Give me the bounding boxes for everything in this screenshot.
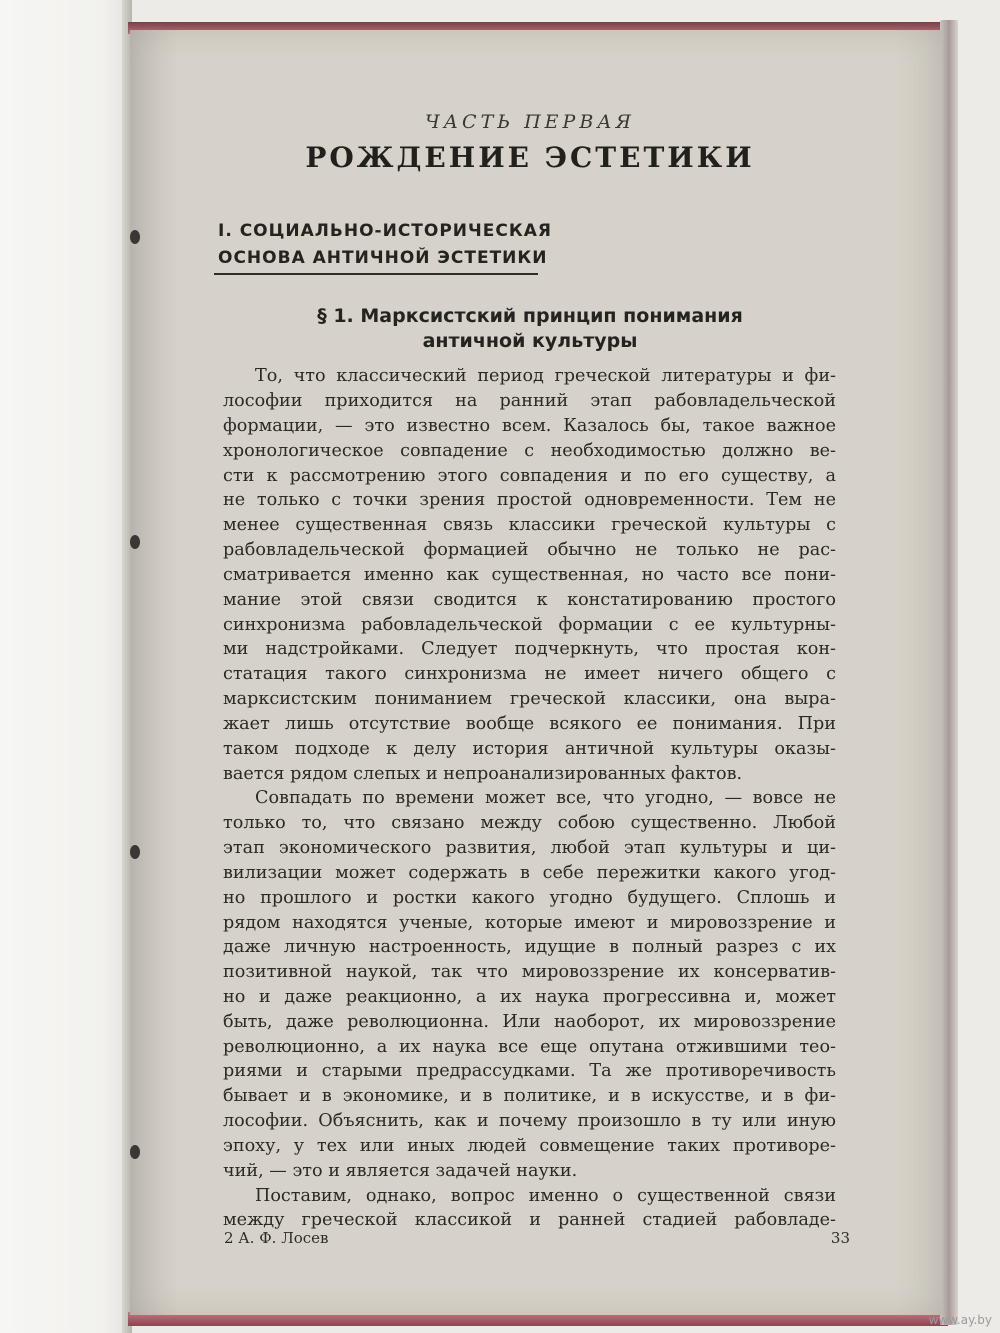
body-line: сти к рассмотрению этого совпадения и по его существу, а bbox=[223, 465, 836, 486]
body-line: этап экономического развития, любой этап культуры и ци- bbox=[223, 838, 836, 859]
body-line: эпоху, у тех или иных людей совмещение таких противоре- bbox=[223, 1135, 836, 1156]
body-line: революционно, а их наука все еще опутана отжившими тео- bbox=[223, 1036, 836, 1057]
body-line: даже личную настроенность, идущие в полный разрез с их bbox=[223, 937, 836, 958]
footer-signature: 2 А. Ф. Лосев bbox=[224, 1229, 329, 1248]
body-line: риями и старыми предрассудками. Та же противоречивость bbox=[223, 1061, 836, 1082]
body-line: между греческой классикой и ранней стадией рабовладе- bbox=[223, 1210, 836, 1231]
body-line: но и даже реакционно, а их наука прогрессивна и, может bbox=[223, 987, 836, 1007]
cover-right-edge bbox=[940, 20, 958, 1325]
binding-stitch bbox=[130, 230, 140, 244]
body-line: быть, даже революционна. Или наоборот, их мировоззрение bbox=[223, 1011, 836, 1032]
body-line: Совпадать по времени может все, что угодно, — вовсе не bbox=[255, 788, 836, 809]
body-line: Поставим, однако, вопрос именно о существенной связи bbox=[255, 1185, 836, 1206]
chapter-underline bbox=[214, 273, 538, 275]
part-label: ЧАСТЬ ПЕРВАЯ bbox=[424, 111, 636, 134]
body-line: формации, — это известно всем. Казалось бы, такое важное bbox=[223, 415, 836, 436]
body-line: рядом находятся ученые, которые имеют и мировоззрение и bbox=[223, 912, 836, 933]
body-line: менее существенная связь классики греческой культуры с bbox=[223, 515, 836, 536]
book-page bbox=[130, 30, 942, 1315]
body-line: но прошлого и ростки какого угодно будущего. Сплошь и bbox=[223, 887, 836, 908]
body-line: бывает и в экономике, и в политике, и в искусстве, и в фи- bbox=[223, 1086, 836, 1107]
left-page bbox=[0, 0, 128, 1333]
body-line: ми надстройками. Следует подчеркнуть, что простая кон- bbox=[223, 639, 836, 660]
body-line: чий, — это и является задачей науки. bbox=[223, 1160, 578, 1181]
body-line: лософии приходится на ранний этап рабовладельческой bbox=[223, 391, 836, 412]
body-line: вается рядом слепых и непроанализированных фактов. bbox=[223, 763, 743, 784]
body-line: не только с точки зрения простой одновременности. Тем не bbox=[223, 490, 836, 511]
body-line: хронологическое совпадение с необходимостью должно ве- bbox=[223, 440, 836, 461]
body-line: лософии. Объяснить, как и почему произошло в ту или иную bbox=[223, 1111, 836, 1132]
body-line: вилизации может содержать в себе пережитки какого угод- bbox=[223, 862, 836, 883]
watermark: www.ay.by bbox=[928, 1313, 992, 1327]
body-line: жает лишь отсутствие вообще всякого ее понимания. При bbox=[223, 713, 836, 734]
chapter-title-line-1: I. СОЦИАЛЬНО-ИСТОРИЧЕСКАЯ bbox=[218, 221, 553, 241]
section-title-line-2: античной культуры bbox=[422, 329, 638, 352]
body-line: мание этой связи сводится к констатированию простого bbox=[223, 589, 836, 610]
body-line: рабовладельческой формацией обычно не только не рас- bbox=[223, 540, 836, 561]
body-line: марксистским пониманием греческой классики, она выра- bbox=[223, 689, 836, 710]
body-line: статация такого синхронизма не имеет ничего общего с bbox=[223, 664, 836, 685]
section-title-line-1: § 1. Марксистский принцип понимания bbox=[317, 305, 743, 328]
body-line: То, что классический период греческой литературы и фи- bbox=[255, 366, 836, 387]
body-line: только то, что связано между собою существенно. Любой bbox=[223, 813, 836, 834]
page-number: 33 bbox=[830, 1229, 850, 1248]
body-line: позитивной наукой, так что мировоззрение их консерватив- bbox=[223, 962, 836, 983]
binding-stitch bbox=[130, 1145, 140, 1159]
body-line: таком подходе к делу история античной культуры оказы- bbox=[223, 738, 836, 759]
binding-stitch bbox=[130, 845, 140, 859]
part-title: РОЖДЕНИЕ ЭСТЕТИКИ bbox=[305, 140, 755, 174]
binding-stitch bbox=[130, 535, 140, 549]
body-line: сматривается именно как существенная, но часто все пони- bbox=[223, 564, 836, 585]
body-line: синхронизма рабовладельческой формации с ее культурны- bbox=[223, 614, 836, 635]
chapter-title-line-2: ОСНОВА АНТИЧНОЙ ЭСТЕТИКИ bbox=[218, 247, 548, 268]
